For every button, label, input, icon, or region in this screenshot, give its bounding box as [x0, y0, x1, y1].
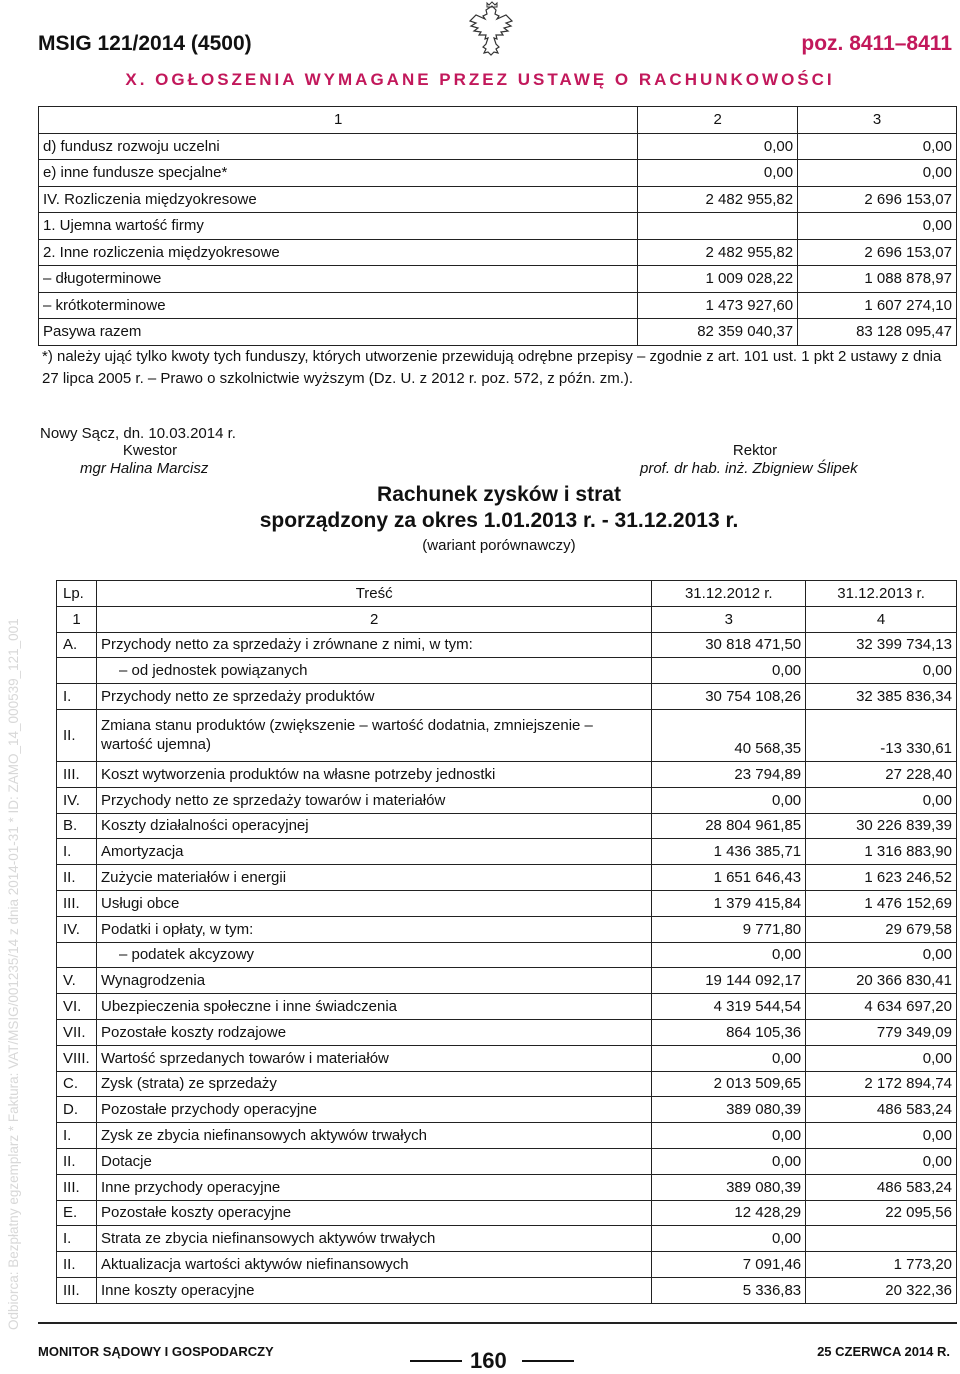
side-watermark-text: Odbiorca: Bezpłatny egzemplarz * Faktura: VAT/MSIG/001235/14 z dnia 2014-01-31 * ID: ZAMO_14_000539_121_001	[6, 618, 21, 1330]
row-value-2012: 2 013 509,65	[652, 1071, 806, 1097]
row-lp: II.	[57, 1148, 97, 1174]
row-desc: Inne przychody operacyjne	[96, 1174, 651, 1200]
row-desc: Usługi obce	[96, 890, 651, 916]
row-lp: III.	[57, 1174, 97, 1200]
table-row	[39, 160, 957, 187]
row-lp: III.	[57, 890, 97, 916]
row-lp: VIII.	[57, 1045, 97, 1071]
signature-left-name: mgr Halina Marcisz	[80, 460, 209, 477]
table-header-row	[57, 581, 957, 607]
row-value-2013: 29 679,58	[806, 916, 957, 942]
row-value-b: 1 088 878,97	[798, 266, 957, 293]
row-lp: III.	[57, 1277, 97, 1303]
row-value-b: 1 607 274,10	[798, 292, 957, 319]
table-row	[39, 213, 957, 240]
column-number-row	[57, 606, 957, 632]
table-header-row	[39, 107, 957, 134]
row-desc: Przychody netto za sprzedaży i zrównane z nimi, w tym:	[96, 632, 651, 658]
row-lp: II.	[57, 709, 97, 761]
header-cell: 2	[638, 107, 798, 134]
signature-left-title: Kwestor	[122, 442, 178, 459]
row-lp: IV.	[57, 787, 97, 813]
row-value-2012: 0,00	[652, 787, 806, 813]
row-lp	[57, 658, 97, 684]
row-value-2013: 0,00	[806, 1148, 957, 1174]
row-lp: II.	[57, 865, 97, 891]
table-row	[57, 1071, 957, 1097]
row-value-b: 0,00	[798, 133, 957, 160]
row-value-a: 1 009 028,22	[638, 266, 798, 293]
row-value-2013: 20 322,36	[806, 1277, 957, 1303]
row-lp: VII.	[57, 1019, 97, 1045]
row-desc: Wynagrodzenia	[96, 968, 651, 994]
header-cell: Lp.	[57, 581, 97, 607]
row-value-2012: 1 436 385,71	[652, 839, 806, 865]
statement-variant: (wariant porównawczy)	[422, 537, 576, 554]
table-row	[39, 266, 957, 293]
table-row	[39, 319, 957, 346]
row-value-2012: 1 379 415,84	[652, 890, 806, 916]
statement-period: sporządzony za okres 1.01.2013 r. - 31.12.2013 r.	[259, 509, 739, 532]
row-value-2013: 4 634 697,20	[806, 994, 957, 1020]
row-value-a: 2 482 955,82	[638, 239, 798, 266]
row-desc: Pasywa razem	[39, 319, 638, 346]
row-value-b: 2 696 153,07	[798, 186, 957, 213]
row-value-2013: 0,00	[806, 1045, 957, 1071]
header-cell: Treść	[96, 581, 651, 607]
row-desc: IV. Rozliczenia międzyokresowe	[39, 186, 638, 213]
row-desc: d) fundusz rozwoju uczelni	[39, 133, 638, 160]
footer-divider	[38, 1322, 957, 1324]
signature-right-title: Rektor	[732, 442, 778, 459]
header-cell: 1	[39, 107, 638, 134]
table-row	[57, 968, 957, 994]
row-value-2013: 32 399 734,13	[806, 632, 957, 658]
place-date: Nowy Sącz, dn. 10.03.2014 r.	[40, 425, 236, 442]
row-value-2013: 30 226 839,39	[806, 813, 957, 839]
row-value-a	[638, 213, 798, 240]
row-lp: I.	[57, 839, 97, 865]
row-value-2013	[806, 1226, 957, 1252]
row-desc: Koszty działalności operacyjnej	[96, 813, 651, 839]
header-cell: 31.12.2013 r.	[806, 581, 957, 607]
row-desc: e) inne fundusze specjalne*	[39, 160, 638, 187]
row-desc: Inne koszty operacyjne	[96, 1277, 651, 1303]
row-value-2012: 389 080,39	[652, 1174, 806, 1200]
table-row	[39, 186, 957, 213]
row-value-2012: 5 336,83	[652, 1277, 806, 1303]
row-value-2012: 40 568,35	[652, 709, 806, 761]
row-value-2013: 32 385 836,34	[806, 684, 957, 710]
column-number: 1	[57, 606, 97, 632]
row-value-2012: 12 428,29	[652, 1200, 806, 1226]
row-desc: 2. Inne rozliczenia międzyokresowe	[39, 239, 638, 266]
table-row	[57, 865, 957, 891]
table-row	[57, 839, 957, 865]
footer-date: 25 CZERWCA 2014 R.	[817, 1344, 950, 1359]
row-value-2013: 0,00	[806, 787, 957, 813]
statement-title: Rachunek zysków i strat	[377, 483, 621, 506]
table-row	[57, 813, 957, 839]
row-value-2013: 486 583,24	[806, 1097, 957, 1123]
row-value-2012: 0,00	[652, 942, 806, 968]
row-value-2012: 0,00	[652, 658, 806, 684]
row-value-b: 2 696 153,07	[798, 239, 957, 266]
row-desc: Zużycie materiałów i energii	[96, 865, 651, 891]
row-lp: IV.	[57, 916, 97, 942]
row-value-a: 82 359 040,37	[638, 319, 798, 346]
table-row	[57, 684, 957, 710]
row-value-2012: 30 818 471,50	[652, 632, 806, 658]
row-desc: Dotacje	[96, 1148, 651, 1174]
row-desc: – długoterminowe	[39, 266, 638, 293]
balance-sheet-table	[38, 106, 957, 346]
table-row	[39, 133, 957, 160]
table-row	[57, 1277, 957, 1303]
row-value-2013: 486 583,24	[806, 1174, 957, 1200]
row-value-2012: 0,00	[652, 1148, 806, 1174]
row-desc: – od jednostek powiązanych	[96, 658, 651, 684]
row-lp: III.	[57, 761, 97, 787]
row-value-2012: 19 144 092,17	[652, 968, 806, 994]
row-lp: V.	[57, 968, 97, 994]
row-desc: Strata ze zbycia niefinansowych aktywów trwałych	[96, 1226, 651, 1252]
polish-eagle-emblem	[468, 0, 516, 62]
header-cell: 31.12.2012 r.	[652, 581, 806, 607]
section-heading: X. OGŁOSZENIA WYMAGANE PRZEZ USTAWĘ O RACHUNKOWOŚCI	[125, 70, 835, 89]
table-row	[57, 1174, 957, 1200]
row-value-2013: 0,00	[806, 942, 957, 968]
column-number: 2	[96, 606, 651, 632]
row-value-2013: 1 316 883,90	[806, 839, 957, 865]
row-desc: Ubezpieczenia społeczne i inne świadczenia	[96, 994, 651, 1020]
row-lp: E.	[57, 1200, 97, 1226]
row-lp: II.	[57, 1252, 97, 1278]
row-value-2013: 1 623 246,52	[806, 865, 957, 891]
row-value-2012: 28 804 961,85	[652, 813, 806, 839]
table-row	[57, 1252, 957, 1278]
row-desc: Podatki i opłaty, w tym:	[96, 916, 651, 942]
table-row	[57, 1097, 957, 1123]
row-lp: I.	[57, 1123, 97, 1149]
row-value-2012: 30 754 108,26	[652, 684, 806, 710]
row-desc: Pozostałe koszty rodzajowe	[96, 1019, 651, 1045]
table-row	[57, 658, 957, 684]
row-value-2013: 20 366 830,41	[806, 968, 957, 994]
row-value-2012: 0,00	[652, 1226, 806, 1252]
row-desc: Aktualizacja wartości aktywów niefinansowych	[96, 1252, 651, 1278]
table-row	[57, 632, 957, 658]
row-value-2012: 0,00	[652, 1045, 806, 1071]
row-value-2013: 27 228,40	[806, 761, 957, 787]
table-row	[57, 994, 957, 1020]
row-value-2012: 389 080,39	[652, 1097, 806, 1123]
position-number: poz. 8411–8411	[801, 32, 952, 55]
row-value-2013: -13 330,61	[806, 709, 957, 761]
row-desc: Pozostałe koszty operacyjne	[96, 1200, 651, 1226]
page-number: 160	[470, 1348, 507, 1373]
row-desc: – podatek akcyzowy	[96, 942, 651, 968]
row-desc: 1. Ujemna wartość firmy	[39, 213, 638, 240]
row-lp: I.	[57, 1226, 97, 1252]
row-value-b: 0,00	[798, 160, 957, 187]
table-row	[39, 239, 957, 266]
table-row	[57, 1045, 957, 1071]
journal-issue: MSIG 121/2014 (4500)	[38, 32, 252, 55]
row-value-2013: 22 095,56	[806, 1200, 957, 1226]
row-value-2013: 2 172 894,74	[806, 1071, 957, 1097]
row-value-2013: 1 476 152,69	[806, 890, 957, 916]
row-value-2013: 779 349,09	[806, 1019, 957, 1045]
table-row	[57, 787, 957, 813]
table-row	[57, 1019, 957, 1045]
table-row	[57, 1123, 957, 1149]
table-row	[57, 942, 957, 968]
footnote: *) należy ująć tylko kwoty tych funduszy, których utworzenie przewidują odrębne przepisy – zgodnie z art. 101 ust. 1 pkt 2 ustawy z dnia 27 lipca 2005 r. – Prawo o szkolnictwie wyższym (Dz. U. z 2012 r. poz. 572, z późn. zm.).	[42, 348, 942, 387]
row-desc: Zysk (strata) ze sprzedaży	[96, 1071, 651, 1097]
column-number: 4	[806, 606, 957, 632]
income-statement-table	[56, 580, 957, 1304]
row-value-a: 2 482 955,82	[638, 186, 798, 213]
row-lp: A.	[57, 632, 97, 658]
row-value-2012: 23 794,89	[652, 761, 806, 787]
row-lp: C.	[57, 1071, 97, 1097]
row-lp	[57, 942, 97, 968]
table-row	[57, 1200, 957, 1226]
row-lp: B.	[57, 813, 97, 839]
row-value-2013: 0,00	[806, 658, 957, 684]
row-desc: Zysk ze zbycia niefinansowych aktywów trwałych	[96, 1123, 651, 1149]
row-value-2012: 4 319 544,54	[652, 994, 806, 1020]
row-desc: Przychody netto ze sprzedaży produktów	[96, 684, 651, 710]
row-value-2012: 1 651 646,43	[652, 865, 806, 891]
column-number: 3	[652, 606, 806, 632]
row-value-2012: 9 771,80	[652, 916, 806, 942]
row-desc: Koszt wytworzenia produktów na własne potrzeby jednostki	[96, 761, 651, 787]
table-row	[39, 292, 957, 319]
table-row	[57, 761, 957, 787]
row-value-a: 0,00	[638, 160, 798, 187]
row-value-2013: 0,00	[806, 1123, 957, 1149]
row-desc: – krótkoterminowe	[39, 292, 638, 319]
header-cell: 3	[798, 107, 957, 134]
row-value-2013: 1 773,20	[806, 1252, 957, 1278]
row-lp: I.	[57, 684, 97, 710]
row-lp: VI.	[57, 994, 97, 1020]
signature-right-name: prof. dr hab. inż. Zbigniew Ślipek	[640, 460, 858, 477]
row-desc: Pozostałe przychody operacyjne	[96, 1097, 651, 1123]
row-desc: Przychody netto ze sprzedaży towarów i materiałów	[96, 787, 651, 813]
row-value-b: 0,00	[798, 213, 957, 240]
row-value-2012: 864 105,36	[652, 1019, 806, 1045]
row-desc: Amortyzacja	[96, 839, 651, 865]
table-row	[57, 916, 957, 942]
table-row	[57, 1148, 957, 1174]
row-desc: Zmiana stanu produktów (zwiększenie – wartość dodatnia, zmniejszenie – wartość ujemna)	[96, 709, 651, 761]
footer-publication: MONITOR SĄDOWY I GOSPODARCZY	[38, 1344, 274, 1359]
table-row	[57, 1226, 957, 1252]
row-desc: Wartość sprzedanych towarów i materiałów	[96, 1045, 651, 1071]
row-lp: D.	[57, 1097, 97, 1123]
row-value-2012: 7 091,46	[652, 1252, 806, 1278]
row-value-b: 83 128 095,47	[798, 319, 957, 346]
page-number-dash	[410, 1360, 462, 1362]
table-row	[57, 709, 957, 761]
page-number-dash	[522, 1360, 574, 1362]
table-row	[57, 890, 957, 916]
row-value-a: 0,00	[638, 133, 798, 160]
row-value-a: 1 473 927,60	[638, 292, 798, 319]
row-value-2012: 0,00	[652, 1123, 806, 1149]
